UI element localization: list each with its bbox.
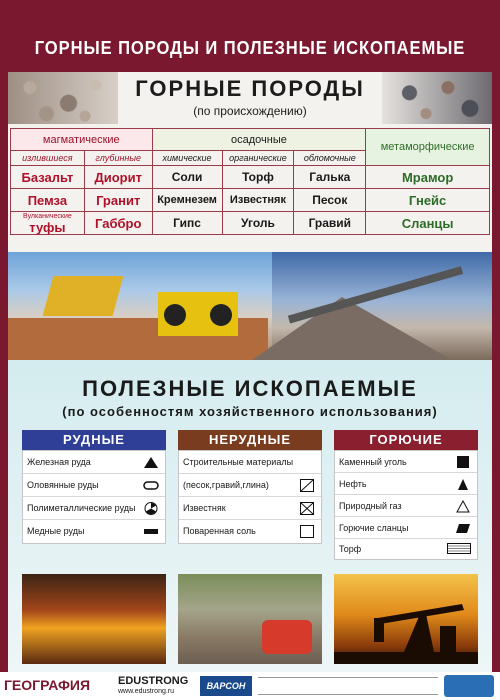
item-label: Природный газ bbox=[339, 501, 402, 511]
item-label: Строительные материалы bbox=[183, 457, 294, 467]
oil-pumpjack-silhouette bbox=[334, 574, 478, 664]
rock-row bbox=[11, 166, 490, 189]
tuff-label: туфы bbox=[29, 219, 66, 235]
item-label: Медные руды bbox=[27, 526, 85, 536]
rock-cell: Гравий bbox=[294, 212, 366, 235]
rock-cell: Сланцы bbox=[366, 212, 490, 235]
nonmetal-list bbox=[178, 450, 322, 544]
rock-cell: Габбро bbox=[84, 212, 152, 235]
rock-cell: Мрамор bbox=[366, 166, 490, 189]
rocks-classification-table bbox=[10, 128, 490, 235]
education-logo bbox=[444, 675, 494, 697]
parallelogram-icon bbox=[455, 522, 471, 535]
item-label: Торф bbox=[339, 544, 362, 554]
ore-header: РУДНЫЕ bbox=[22, 430, 166, 450]
item-label: Железная руда bbox=[27, 457, 91, 467]
rock-cell: Пемза bbox=[11, 189, 85, 212]
publisher-logo: ВАРСОН bbox=[200, 676, 252, 696]
square-cross-icon bbox=[299, 502, 315, 515]
subgroup-intrusive: глубинные bbox=[84, 151, 152, 166]
mining-photo-band bbox=[8, 252, 492, 360]
rock-cell: Уголь bbox=[222, 212, 294, 235]
dump-truck bbox=[158, 292, 238, 336]
solid-triangle-small-icon bbox=[455, 478, 471, 491]
list-item bbox=[335, 495, 477, 517]
concrete-mixer-truck bbox=[262, 620, 312, 654]
rock-cell: Торф bbox=[222, 166, 294, 189]
rocks-subtitle: (по происхождению) bbox=[193, 104, 307, 118]
item-label: Оловянные руды bbox=[27, 480, 99, 490]
list-item bbox=[335, 517, 477, 539]
group-metamorphic: метаморфические bbox=[366, 129, 490, 166]
brand-label: EDUSTRONG bbox=[118, 675, 189, 687]
truck-wheel bbox=[210, 304, 232, 326]
item-label: Известняк bbox=[183, 503, 226, 513]
subgroup-extrusive: излившиеся bbox=[11, 151, 85, 166]
item-label: Каменный уголь bbox=[339, 457, 407, 467]
radiation-icon bbox=[143, 502, 159, 515]
nonmetal-column bbox=[178, 430, 322, 544]
item-label: Нефть bbox=[339, 479, 367, 489]
rock-cell: Гнейс bbox=[366, 189, 490, 212]
list-item bbox=[335, 473, 477, 495]
minerals-title: ПОЛЕЗНЫЕ ИСКОПАЕМЫЕ bbox=[82, 376, 418, 401]
group-magmatic: магматические bbox=[11, 129, 153, 151]
solid-triangle-icon bbox=[143, 456, 159, 469]
rock-cell: Базальт bbox=[11, 166, 85, 189]
truck-wheel bbox=[164, 304, 186, 326]
list-item bbox=[335, 451, 477, 473]
nonmetal-header: НЕРУДНЫЕ bbox=[178, 430, 322, 450]
rock-cell: Диорит bbox=[84, 166, 152, 189]
solid-bar-icon bbox=[143, 525, 159, 538]
minerals-panel bbox=[8, 360, 492, 672]
list-item bbox=[23, 520, 165, 543]
rock-row bbox=[11, 212, 490, 235]
list-item bbox=[179, 451, 321, 474]
rounded-bar-icon bbox=[143, 479, 159, 492]
list-item bbox=[23, 497, 165, 520]
list-item bbox=[179, 497, 321, 520]
list-item bbox=[179, 520, 321, 543]
steelworks-photo bbox=[22, 574, 166, 664]
group-sedimentary: осадочные bbox=[152, 129, 366, 151]
brand-url[interactable]: www.edustrong.ru bbox=[118, 688, 175, 695]
publisher-info-lines bbox=[258, 677, 438, 695]
oil-pump-photo bbox=[334, 574, 478, 664]
list-item bbox=[23, 474, 165, 497]
series-label: ГЕОГРАФИЯ bbox=[4, 677, 91, 693]
excavator bbox=[43, 276, 124, 316]
subgroup-organic: органические bbox=[222, 151, 294, 166]
stone-photo-left bbox=[8, 72, 118, 124]
stone-photo-right bbox=[382, 72, 492, 124]
item-label: Горючие сланцы bbox=[339, 523, 409, 533]
rock-cell: Кремнезем bbox=[152, 189, 222, 212]
solid-square-icon bbox=[455, 456, 471, 469]
item-label: Полиметаллические руды bbox=[27, 503, 136, 513]
rocks-title: ГОРНЫЕ ПОРОДЫ bbox=[135, 76, 365, 101]
subgroup-chemical: химические bbox=[152, 151, 222, 166]
list-item bbox=[23, 451, 165, 474]
item-label: (песок,гравий,глина) bbox=[183, 480, 269, 490]
subgroup-clastic: обломочные bbox=[294, 151, 366, 166]
ore-column bbox=[22, 430, 166, 544]
item-label: Поваренная соль bbox=[183, 526, 256, 536]
rock-cell-tuff bbox=[11, 212, 85, 235]
rock-cell: Гипс bbox=[152, 212, 222, 235]
poster-title: ГОРНЫЕ ПОРОДЫ И ПОЛЕЗНЫЕ ИСКОПАЕМЫЕ bbox=[34, 38, 466, 58]
outline-triangle-icon bbox=[455, 500, 471, 513]
ore-list bbox=[22, 450, 166, 544]
rock-cell: Гранит bbox=[84, 189, 152, 212]
minerals-subtitle: (по особенностям хозяйственного использования) bbox=[62, 404, 438, 419]
tuff-note: Вулканические bbox=[22, 212, 72, 220]
square-slash-icon bbox=[299, 479, 315, 492]
list-item bbox=[335, 539, 477, 559]
empty-square-icon bbox=[299, 525, 315, 538]
list-item bbox=[179, 474, 321, 497]
rock-row bbox=[11, 189, 490, 212]
footer bbox=[0, 672, 500, 700]
rock-cell: Соли bbox=[152, 166, 222, 189]
construction-site-photo bbox=[178, 574, 322, 664]
rock-cell: Известняк bbox=[222, 189, 294, 212]
fuel-column bbox=[334, 430, 478, 560]
hatched-rectangle-icon bbox=[447, 542, 471, 555]
rock-cell: Галька bbox=[294, 166, 366, 189]
fuel-list bbox=[334, 450, 478, 560]
fuel-header: ГОРЮЧИЕ bbox=[334, 430, 478, 450]
rock-cell: Песок bbox=[294, 189, 366, 212]
rocks-panel bbox=[8, 72, 492, 252]
